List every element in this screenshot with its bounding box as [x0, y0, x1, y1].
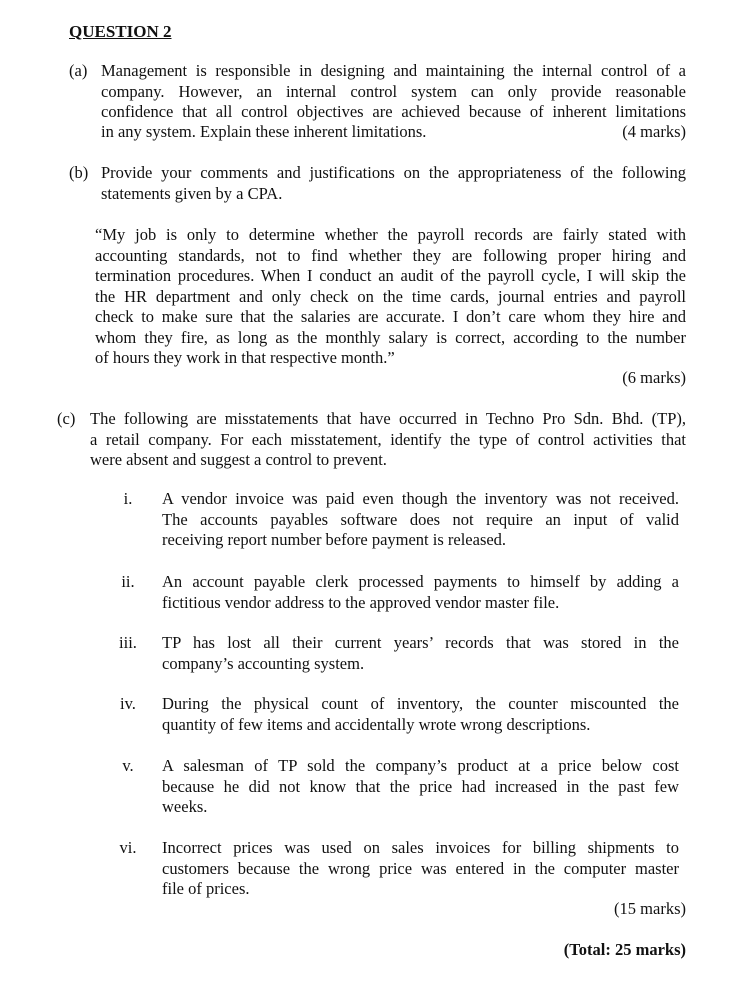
- part-c-marks: (15 marks): [614, 899, 686, 918]
- item-line: weeks.: [162, 797, 208, 816]
- text-line: company. However, an internal control system can only provide reasonable: [101, 81, 686, 101]
- question-title: QUESTION 2: [69, 22, 172, 41]
- quote-line: the HR department and only check on the time cards, journal entries and payroll: [95, 286, 686, 306]
- item-line: Incorrect prices was used on sales invoices for billing shipments to: [162, 838, 679, 857]
- total-marks: (Total: 25 marks): [563, 940, 686, 959]
- misstatement-item: [162, 756, 679, 818]
- item-line: A vendor invoice was paid even though the inventory was not received.: [162, 489, 679, 508]
- item-line: An account payable clerk processed payments to himself by adding a: [162, 572, 679, 591]
- cpa-quote: [95, 225, 686, 369]
- part-a-text: [101, 61, 686, 123]
- quote-line: accounting standards, not to find whether they are following proper hiring and: [95, 245, 686, 265]
- quote-line: check to make sure that the salaries are accurate. I don’t care whom they hire and: [95, 307, 686, 326]
- item-number: v.: [122, 756, 134, 775]
- item-line: TP has lost all their current years’ records that was stored in the: [162, 633, 679, 652]
- misstatement-item: [162, 572, 679, 613]
- part-c-label: (c): [57, 409, 76, 428]
- part-a-marks: (4 marks): [622, 122, 686, 141]
- text-line: were absent and suggest a control to prevent.: [90, 450, 387, 469]
- part-a-last-line: in any system. Explain these inherent limitations.: [101, 122, 427, 141]
- text-line: a retail company. For each misstatement, identify the type of control activities that: [90, 429, 686, 449]
- text-line: statements given by a CPA.: [101, 183, 283, 203]
- item-line: The accounts payables software does not require an input of valid: [162, 509, 679, 529]
- item-number: ii.: [121, 572, 135, 591]
- text-line: confidence that all control objectives are achieved because of inherent limitations: [101, 102, 686, 121]
- part-c-text: [90, 409, 686, 471]
- item-line: A salesman of TP sold the company’s product at a price below cost: [162, 756, 679, 775]
- part-b-label: (b): [69, 163, 89, 182]
- misstatement-item: [162, 489, 679, 551]
- item-number: iii.: [119, 633, 137, 652]
- text-line: Provide your comments and justifications on the appropriateness of the following: [101, 163, 686, 182]
- part-b-marks: (6 marks): [622, 368, 686, 387]
- item-line: fictitious vendor address to the approved vendor master file.: [162, 592, 560, 612]
- misstatement-item: [162, 838, 679, 900]
- item-number: vi.: [119, 838, 137, 857]
- part-a-label: (a): [69, 61, 88, 80]
- quote-line: whom they fire, as long as the monthly salary is correct, according to the number: [95, 327, 686, 347]
- item-line: customers because the wrong price was entered in the computer master: [162, 858, 679, 878]
- item-line: company’s accounting system.: [162, 653, 365, 673]
- quote-line: “My job is only to determine whether the payroll records are fairly stated with: [95, 225, 686, 244]
- misstatement-item: [162, 633, 679, 674]
- text-line: Management is responsible in designing and maintaining the internal control of a: [101, 61, 686, 80]
- quote-line: termination procedures. When I conduct an audit of the payroll cycle, I will skip the: [95, 266, 686, 285]
- item-line: During the physical count of inventory, the counter miscounted the: [162, 694, 679, 713]
- part-b-text: [101, 163, 686, 204]
- item-line: receiving report number before payment is released.: [162, 530, 507, 549]
- item-line: quantity of few items and accidentally wrote wrong descriptions.: [162, 714, 591, 734]
- quote-line: of hours they work in that respective month.”: [95, 348, 395, 367]
- text-line: The following are misstatements that have occurred in Techno Pro Sdn. Bhd. (TP),: [90, 409, 686, 428]
- misstatement-item: [162, 694, 679, 735]
- item-number: iv.: [120, 694, 136, 713]
- item-number: i.: [123, 489, 133, 508]
- item-line: because he did not know that the price had increased in the past few: [162, 776, 679, 796]
- item-line: file of prices.: [162, 879, 250, 898]
